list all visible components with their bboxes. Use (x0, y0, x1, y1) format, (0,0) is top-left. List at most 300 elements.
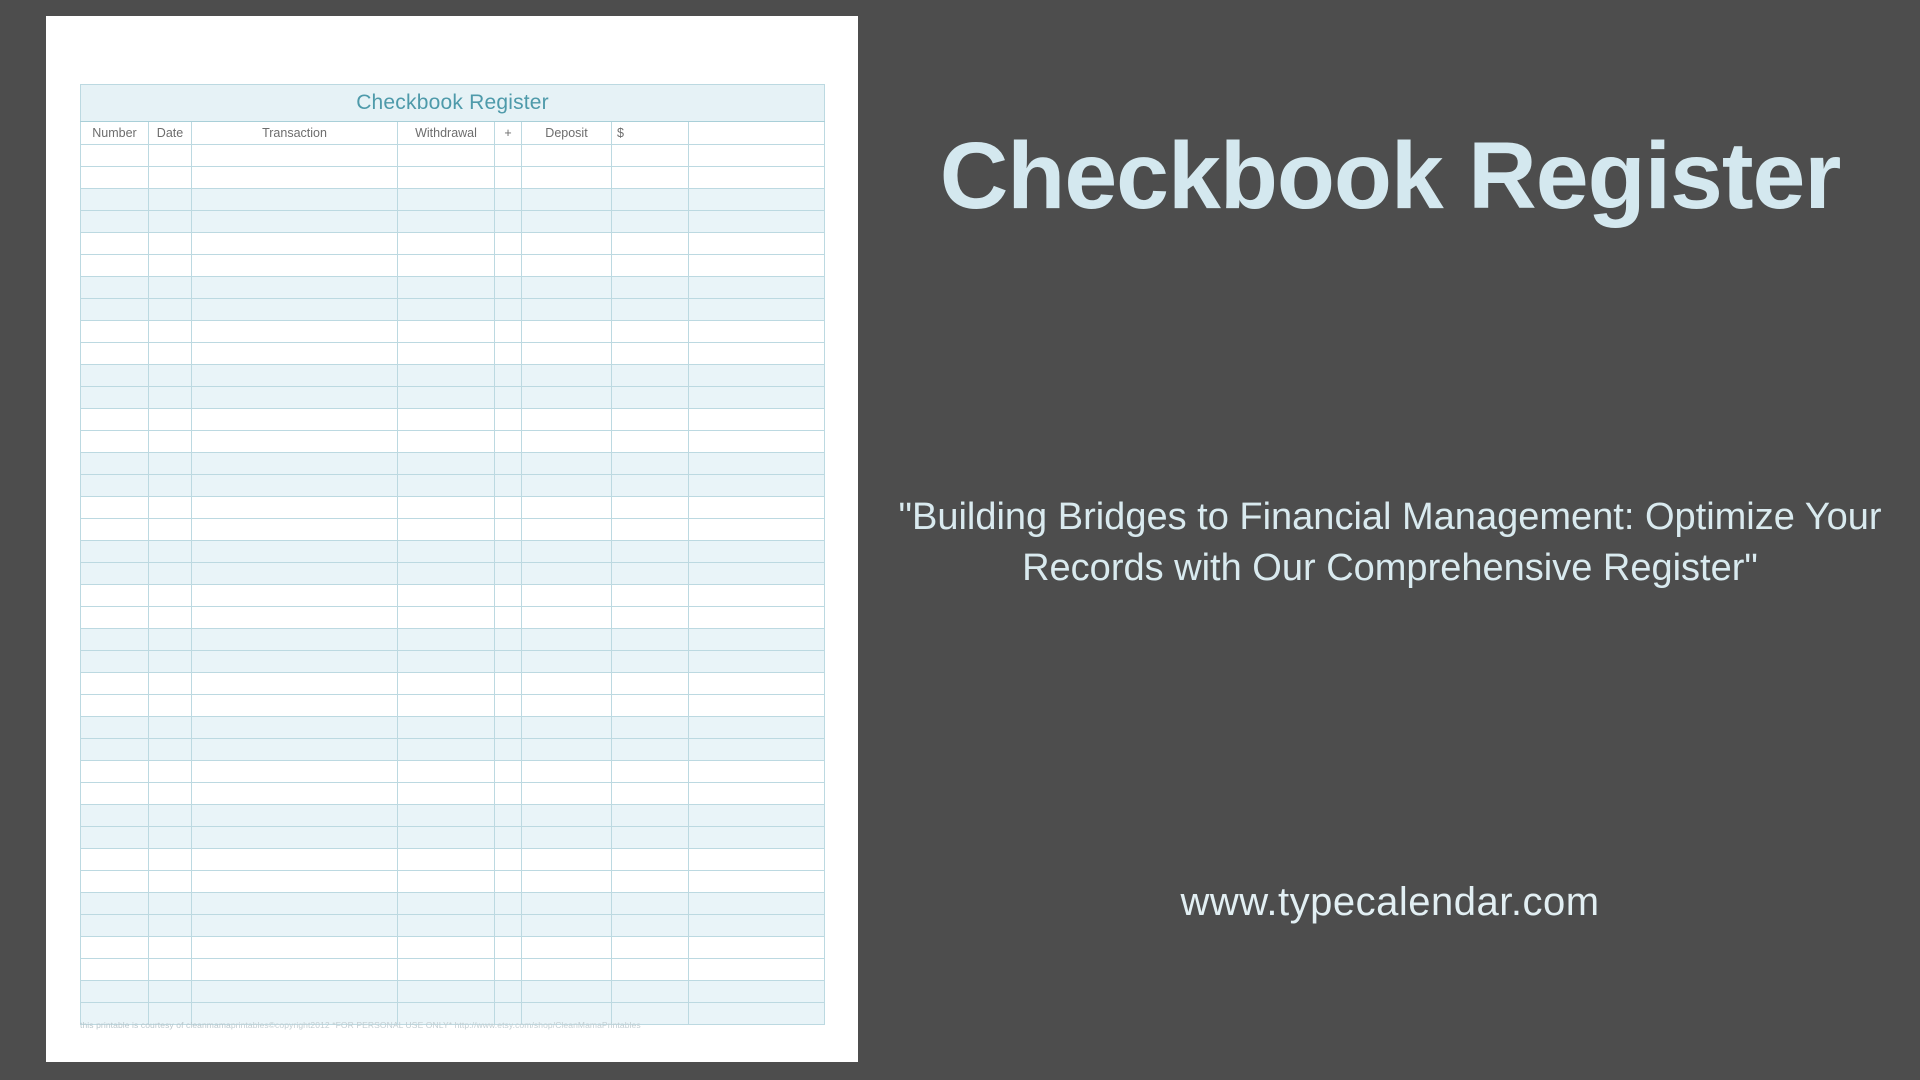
table-cell[interactable] (495, 189, 522, 211)
table-cell[interactable] (192, 585, 398, 607)
table-cell[interactable] (495, 739, 522, 761)
table-cell[interactable] (522, 585, 612, 607)
table-cell[interactable] (612, 915, 689, 937)
table-row[interactable] (81, 233, 825, 255)
table-cell[interactable] (495, 893, 522, 915)
table-cell[interactable] (689, 585, 825, 607)
table-cell[interactable] (689, 299, 825, 321)
table-cell[interactable] (612, 387, 689, 409)
table-cell[interactable] (192, 497, 398, 519)
table-cell[interactable] (81, 563, 149, 585)
table-cell[interactable] (81, 651, 149, 673)
table-cell[interactable] (81, 475, 149, 497)
table-cell[interactable] (81, 849, 149, 871)
table-cell[interactable] (192, 871, 398, 893)
table-cell[interactable] (495, 167, 522, 189)
table-cell[interactable] (522, 255, 612, 277)
table-cell[interactable] (495, 299, 522, 321)
table-cell[interactable] (149, 849, 192, 871)
table-cell[interactable] (192, 343, 398, 365)
table-cell[interactable] (689, 233, 825, 255)
table-cell[interactable] (495, 365, 522, 387)
table-cell[interactable] (398, 409, 495, 431)
footnote-link[interactable]: http://www.etsy.com/shop/CleanMamaPrintables (454, 1020, 641, 1030)
table-cell[interactable] (689, 387, 825, 409)
table-cell[interactable] (522, 387, 612, 409)
table-cell[interactable] (149, 475, 192, 497)
table-cell[interactable] (81, 585, 149, 607)
table-cell[interactable] (495, 717, 522, 739)
table-cell[interactable] (689, 673, 825, 695)
table-cell[interactable] (612, 299, 689, 321)
table-row[interactable] (81, 167, 825, 189)
table-row[interactable] (81, 673, 825, 695)
table-cell[interactable] (522, 959, 612, 981)
table-cell[interactable] (149, 893, 192, 915)
table-cell[interactable] (149, 959, 192, 981)
table-cell[interactable] (612, 805, 689, 827)
table-cell[interactable] (149, 783, 192, 805)
table-cell[interactable] (522, 629, 612, 651)
table-cell[interactable] (81, 805, 149, 827)
table-cell[interactable] (495, 651, 522, 673)
table-cell[interactable] (192, 277, 398, 299)
table-cell[interactable] (192, 387, 398, 409)
table-cell[interactable] (495, 497, 522, 519)
table-cell[interactable] (192, 431, 398, 453)
table-cell[interactable] (398, 321, 495, 343)
table-row[interactable] (81, 211, 825, 233)
table-row[interactable] (81, 585, 825, 607)
table-cell[interactable] (495, 475, 522, 497)
table-cell[interactable] (495, 255, 522, 277)
table-cell[interactable] (689, 783, 825, 805)
table-cell[interactable] (689, 651, 825, 673)
table-cell[interactable] (149, 585, 192, 607)
table-cell[interactable] (192, 321, 398, 343)
table-row[interactable] (81, 893, 825, 915)
table-cell[interactable] (689, 541, 825, 563)
table-cell[interactable] (149, 167, 192, 189)
table-cell[interactable] (689, 365, 825, 387)
table-cell[interactable] (398, 453, 495, 475)
table-cell[interactable] (192, 739, 398, 761)
table-cell[interactable] (612, 585, 689, 607)
table-cell[interactable] (81, 915, 149, 937)
table-cell[interactable] (192, 805, 398, 827)
table-cell[interactable] (398, 167, 495, 189)
table-cell[interactable] (149, 695, 192, 717)
table-cell[interactable] (192, 915, 398, 937)
table-cell[interactable] (398, 387, 495, 409)
table-cell[interactable] (689, 277, 825, 299)
table-cell[interactable] (495, 783, 522, 805)
table-cell[interactable] (149, 761, 192, 783)
table-cell[interactable] (612, 255, 689, 277)
table-cell[interactable] (522, 717, 612, 739)
table-cell[interactable] (81, 255, 149, 277)
table-cell[interactable] (612, 563, 689, 585)
table-cell[interactable] (81, 453, 149, 475)
table-cell[interactable] (612, 827, 689, 849)
table-cell[interactable] (192, 695, 398, 717)
table-cell[interactable] (689, 959, 825, 981)
table-cell[interactable] (689, 739, 825, 761)
table-cell[interactable] (495, 409, 522, 431)
table-cell[interactable] (81, 673, 149, 695)
table-cell[interactable] (398, 343, 495, 365)
table-row[interactable] (81, 783, 825, 805)
table-cell[interactable] (612, 981, 689, 1003)
table-cell[interactable] (192, 541, 398, 563)
table-cell[interactable] (495, 519, 522, 541)
table-cell[interactable] (495, 805, 522, 827)
table-cell[interactable] (689, 255, 825, 277)
table-cell[interactable] (522, 475, 612, 497)
table-cell[interactable] (149, 387, 192, 409)
table-cell[interactable] (522, 651, 612, 673)
table-cell[interactable] (192, 827, 398, 849)
table-row[interactable] (81, 981, 825, 1003)
table-cell[interactable] (612, 321, 689, 343)
table-cell[interactable] (522, 211, 612, 233)
table-cell[interactable] (612, 475, 689, 497)
table-cell[interactable] (522, 277, 612, 299)
table-cell[interactable] (522, 409, 612, 431)
table-cell[interactable] (612, 233, 689, 255)
table-row[interactable] (81, 629, 825, 651)
table-cell[interactable] (192, 167, 398, 189)
table-cell[interactable] (495, 431, 522, 453)
table-cell[interactable] (81, 827, 149, 849)
table-row[interactable] (81, 387, 825, 409)
table-cell[interactable] (192, 673, 398, 695)
table-cell[interactable] (522, 541, 612, 563)
table-cell[interactable] (495, 563, 522, 585)
table-cell[interactable] (495, 959, 522, 981)
table-row[interactable] (81, 255, 825, 277)
table-cell[interactable] (81, 519, 149, 541)
table-cell[interactable] (495, 233, 522, 255)
table-cell[interactable] (612, 739, 689, 761)
table-cell[interactable] (149, 409, 192, 431)
table-cell[interactable] (495, 827, 522, 849)
table-cell[interactable] (689, 145, 825, 167)
table-cell[interactable] (689, 827, 825, 849)
table-cell[interactable] (192, 959, 398, 981)
table-cell[interactable] (149, 937, 192, 959)
table-cell[interactable] (81, 387, 149, 409)
table-cell[interactable] (612, 959, 689, 981)
table-cell[interactable] (192, 893, 398, 915)
table-cell[interactable] (398, 475, 495, 497)
table-cell[interactable] (398, 607, 495, 629)
table-cell[interactable] (149, 365, 192, 387)
table-cell[interactable] (149, 299, 192, 321)
table-cell[interactable] (612, 167, 689, 189)
table-cell[interactable] (612, 497, 689, 519)
table-cell[interactable] (192, 409, 398, 431)
table-cell[interactable] (81, 497, 149, 519)
table-cell[interactable] (495, 585, 522, 607)
table-cell[interactable] (81, 695, 149, 717)
table-cell[interactable] (81, 607, 149, 629)
table-cell[interactable] (398, 761, 495, 783)
table-cell[interactable] (149, 343, 192, 365)
table-cell[interactable] (522, 167, 612, 189)
table-row[interactable] (81, 959, 825, 981)
table-cell[interactable] (398, 717, 495, 739)
table-cell[interactable] (398, 981, 495, 1003)
table-cell[interactable] (398, 739, 495, 761)
table-cell[interactable] (495, 871, 522, 893)
table-cell[interactable] (522, 739, 612, 761)
table-cell[interactable] (398, 519, 495, 541)
table-cell[interactable] (495, 695, 522, 717)
table-cell[interactable] (612, 607, 689, 629)
table-cell[interactable] (612, 343, 689, 365)
table-cell[interactable] (522, 673, 612, 695)
table-cell[interactable] (522, 849, 612, 871)
table-cell[interactable] (192, 299, 398, 321)
table-cell[interactable] (612, 871, 689, 893)
table-cell[interactable] (398, 211, 495, 233)
table-row[interactable] (81, 563, 825, 585)
table-cell[interactable] (192, 255, 398, 277)
table-row[interactable] (81, 541, 825, 563)
table-row[interactable] (81, 651, 825, 673)
table-cell[interactable] (495, 849, 522, 871)
table-cell[interactable] (689, 563, 825, 585)
table-cell[interactable] (522, 761, 612, 783)
table-cell[interactable] (522, 145, 612, 167)
table-cell[interactable] (612, 893, 689, 915)
table-cell[interactable] (81, 189, 149, 211)
table-cell[interactable] (398, 365, 495, 387)
table-cell[interactable] (149, 717, 192, 739)
promo-website[interactable]: www.typecalendar.com (1180, 880, 1600, 924)
table-cell[interactable] (612, 673, 689, 695)
table-cell[interactable] (522, 915, 612, 937)
table-cell[interactable] (522, 233, 612, 255)
table-cell[interactable] (495, 629, 522, 651)
table-cell[interactable] (149, 277, 192, 299)
table-cell[interactable] (522, 431, 612, 453)
table-cell[interactable] (612, 651, 689, 673)
table-cell[interactable] (149, 651, 192, 673)
table-cell[interactable] (149, 321, 192, 343)
table-cell[interactable] (689, 761, 825, 783)
table-cell[interactable] (522, 827, 612, 849)
table-cell[interactable] (81, 409, 149, 431)
table-cell[interactable] (689, 629, 825, 651)
table-row[interactable] (81, 761, 825, 783)
table-cell[interactable] (612, 695, 689, 717)
table-cell[interactable] (398, 937, 495, 959)
table-cell[interactable] (398, 299, 495, 321)
table-cell[interactable] (192, 783, 398, 805)
table-cell[interactable] (192, 453, 398, 475)
table-cell[interactable] (81, 761, 149, 783)
table-cell[interactable] (495, 541, 522, 563)
table-cell[interactable] (522, 497, 612, 519)
table-cell[interactable] (81, 321, 149, 343)
table-cell[interactable] (81, 739, 149, 761)
table-cell[interactable] (81, 871, 149, 893)
table-cell[interactable] (192, 365, 398, 387)
table-cell[interactable] (192, 607, 398, 629)
table-cell[interactable] (398, 673, 495, 695)
table-cell[interactable] (612, 937, 689, 959)
table-cell[interactable] (149, 805, 192, 827)
table-cell[interactable] (398, 255, 495, 277)
table-cell[interactable] (398, 541, 495, 563)
table-cell[interactable] (612, 783, 689, 805)
table-row[interactable] (81, 871, 825, 893)
table-cell[interactable] (398, 563, 495, 585)
table-cell[interactable] (689, 453, 825, 475)
table-row[interactable] (81, 189, 825, 211)
table-cell[interactable] (149, 541, 192, 563)
table-cell[interactable] (81, 277, 149, 299)
table-cell[interactable] (689, 871, 825, 893)
table-row[interactable] (81, 365, 825, 387)
table-cell[interactable] (398, 651, 495, 673)
table-cell[interactable] (612, 431, 689, 453)
table-cell[interactable] (192, 475, 398, 497)
table-cell[interactable] (149, 519, 192, 541)
table-cell[interactable] (689, 409, 825, 431)
table-cell[interactable] (612, 365, 689, 387)
table-cell[interactable] (612, 453, 689, 475)
table-cell[interactable] (522, 365, 612, 387)
table-cell[interactable] (192, 145, 398, 167)
table-cell[interactable] (495, 321, 522, 343)
table-cell[interactable] (398, 959, 495, 981)
table-cell[interactable] (192, 563, 398, 585)
table-cell[interactable] (192, 981, 398, 1003)
table-row[interactable] (81, 497, 825, 519)
table-cell[interactable] (522, 981, 612, 1003)
table-cell[interactable] (398, 629, 495, 651)
table-cell[interactable] (192, 189, 398, 211)
table-row[interactable] (81, 299, 825, 321)
table-cell[interactable] (495, 145, 522, 167)
table-row[interactable] (81, 805, 825, 827)
table-cell[interactable] (149, 453, 192, 475)
table-cell[interactable] (81, 167, 149, 189)
table-cell[interactable] (81, 717, 149, 739)
table-cell[interactable] (689, 321, 825, 343)
table-cell[interactable] (398, 827, 495, 849)
table-cell[interactable] (149, 871, 192, 893)
table-cell[interactable] (689, 937, 825, 959)
table-cell[interactable] (495, 277, 522, 299)
table-cell[interactable] (689, 717, 825, 739)
table-row[interactable] (81, 607, 825, 629)
table-cell[interactable] (612, 849, 689, 871)
table-cell[interactable] (81, 541, 149, 563)
table-cell[interactable] (522, 321, 612, 343)
table-cell[interactable] (149, 739, 192, 761)
table-cell[interactable] (612, 189, 689, 211)
table-cell[interactable] (398, 585, 495, 607)
table-cell[interactable] (495, 343, 522, 365)
table-cell[interactable] (522, 519, 612, 541)
table-cell[interactable] (149, 255, 192, 277)
table-cell[interactable] (149, 981, 192, 1003)
table-cell[interactable] (149, 629, 192, 651)
table-cell[interactable] (398, 849, 495, 871)
table-cell[interactable] (149, 827, 192, 849)
table-cell[interactable] (689, 497, 825, 519)
table-cell[interactable] (192, 233, 398, 255)
table-cell[interactable] (398, 497, 495, 519)
table-cell[interactable] (149, 211, 192, 233)
table-row[interactable] (81, 343, 825, 365)
table-cell[interactable] (522, 695, 612, 717)
table-cell[interactable] (149, 497, 192, 519)
table-cell[interactable] (495, 937, 522, 959)
table-cell[interactable] (149, 189, 192, 211)
table-cell[interactable] (192, 519, 398, 541)
table-cell[interactable] (689, 343, 825, 365)
table-cell[interactable] (81, 365, 149, 387)
table-cell[interactable] (81, 145, 149, 167)
table-cell[interactable] (612, 211, 689, 233)
table-cell[interactable] (612, 717, 689, 739)
table-row[interactable] (81, 827, 825, 849)
table-cell[interactable] (81, 343, 149, 365)
table-cell[interactable] (398, 893, 495, 915)
table-cell[interactable] (689, 981, 825, 1003)
table-cell[interactable] (398, 915, 495, 937)
table-cell[interactable] (495, 387, 522, 409)
table-cell[interactable] (522, 937, 612, 959)
table-cell[interactable] (149, 233, 192, 255)
table-row[interactable] (81, 937, 825, 959)
table-cell[interactable] (398, 431, 495, 453)
table-cell[interactable] (612, 277, 689, 299)
table-cell[interactable] (81, 893, 149, 915)
table-cell[interactable] (612, 629, 689, 651)
table-cell[interactable] (522, 299, 612, 321)
table-row[interactable] (81, 915, 825, 937)
table-cell[interactable] (81, 629, 149, 651)
table-row[interactable] (81, 475, 825, 497)
table-cell[interactable] (495, 915, 522, 937)
table-cell[interactable] (612, 541, 689, 563)
table-cell[interactable] (689, 431, 825, 453)
table-cell[interactable] (495, 761, 522, 783)
table-cell[interactable] (81, 299, 149, 321)
table-cell[interactable] (689, 915, 825, 937)
table-cell[interactable] (522, 783, 612, 805)
table-cell[interactable] (149, 607, 192, 629)
table-row[interactable] (81, 453, 825, 475)
table-cell[interactable] (522, 893, 612, 915)
table-cell[interactable] (398, 805, 495, 827)
table-row[interactable] (81, 145, 825, 167)
table-cell[interactable] (81, 233, 149, 255)
table-cell[interactable] (522, 871, 612, 893)
table-cell[interactable] (81, 211, 149, 233)
table-cell[interactable] (522, 563, 612, 585)
table-row[interactable] (81, 409, 825, 431)
table-cell[interactable] (81, 937, 149, 959)
table-cell[interactable] (81, 783, 149, 805)
table-cell[interactable] (522, 805, 612, 827)
